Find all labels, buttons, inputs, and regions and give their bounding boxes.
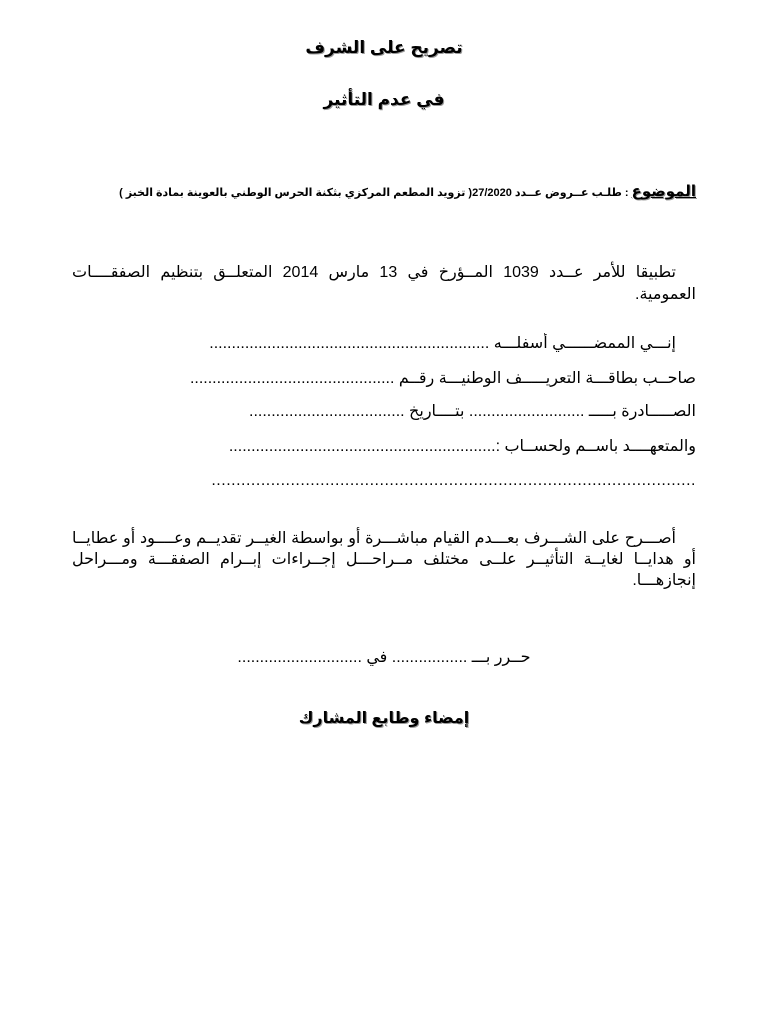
blank-dotted-line: ..................................................................................................	[211, 472, 696, 489]
declaration-paragraph-text: أصـــرح على الشـــرف بعـــدم القيام مباشـــرة أو بواسطة الغيــر تقديــم وعــــود أو عطايــا أو هدايــا لغايــة التأثيــر علــى مختلف مــراحـــل إجــراءات إبــرام الصفقـــة ومـــراحل إنجازهـــا.	[72, 530, 696, 589]
signed-at-line: حــرر بـــ ................. في ............................	[237, 649, 531, 666]
declaration-paragraph	[72, 528, 696, 591]
subject-line	[56, 182, 696, 200]
document-subtitle: في عدم التأثير	[323, 90, 445, 109]
intro-paragraph	[72, 262, 696, 306]
issued-at-line: الصـــــادرة بـــــ .......................... بتــــاريخ ...................................	[249, 403, 696, 420]
signature-label: إمضاء وطابع المشارك	[298, 710, 470, 727]
id-card-line: صاحــب بطاقـــة التعريـــــف الوطنيـــة رقــم ..............................................	[189, 370, 696, 387]
signer-name-line: إنـــي الممضــــــي أسفلـــه ...............................................................	[209, 335, 676, 352]
subject-text: : طلـب عــروض عــدد 27/2020( تزويد المطعم المركزي بثكنة الحرس الوطني بالعوينة بمادة الخبز )	[119, 187, 629, 199]
subject-label: الموضوع	[631, 183, 696, 200]
intro-paragraph-text: تطبيقا للأمر عــدد 1039 المــؤرخ في 13 مارس 2014 المتعلــق بتنظيم الصفقــــات العمومية.	[72, 264, 696, 303]
bidder-on-behalf-line: والمتعهــــد باســم ولحســاب :............................................................	[228, 438, 696, 455]
document-title: تصريح على الشرف	[305, 38, 463, 57]
